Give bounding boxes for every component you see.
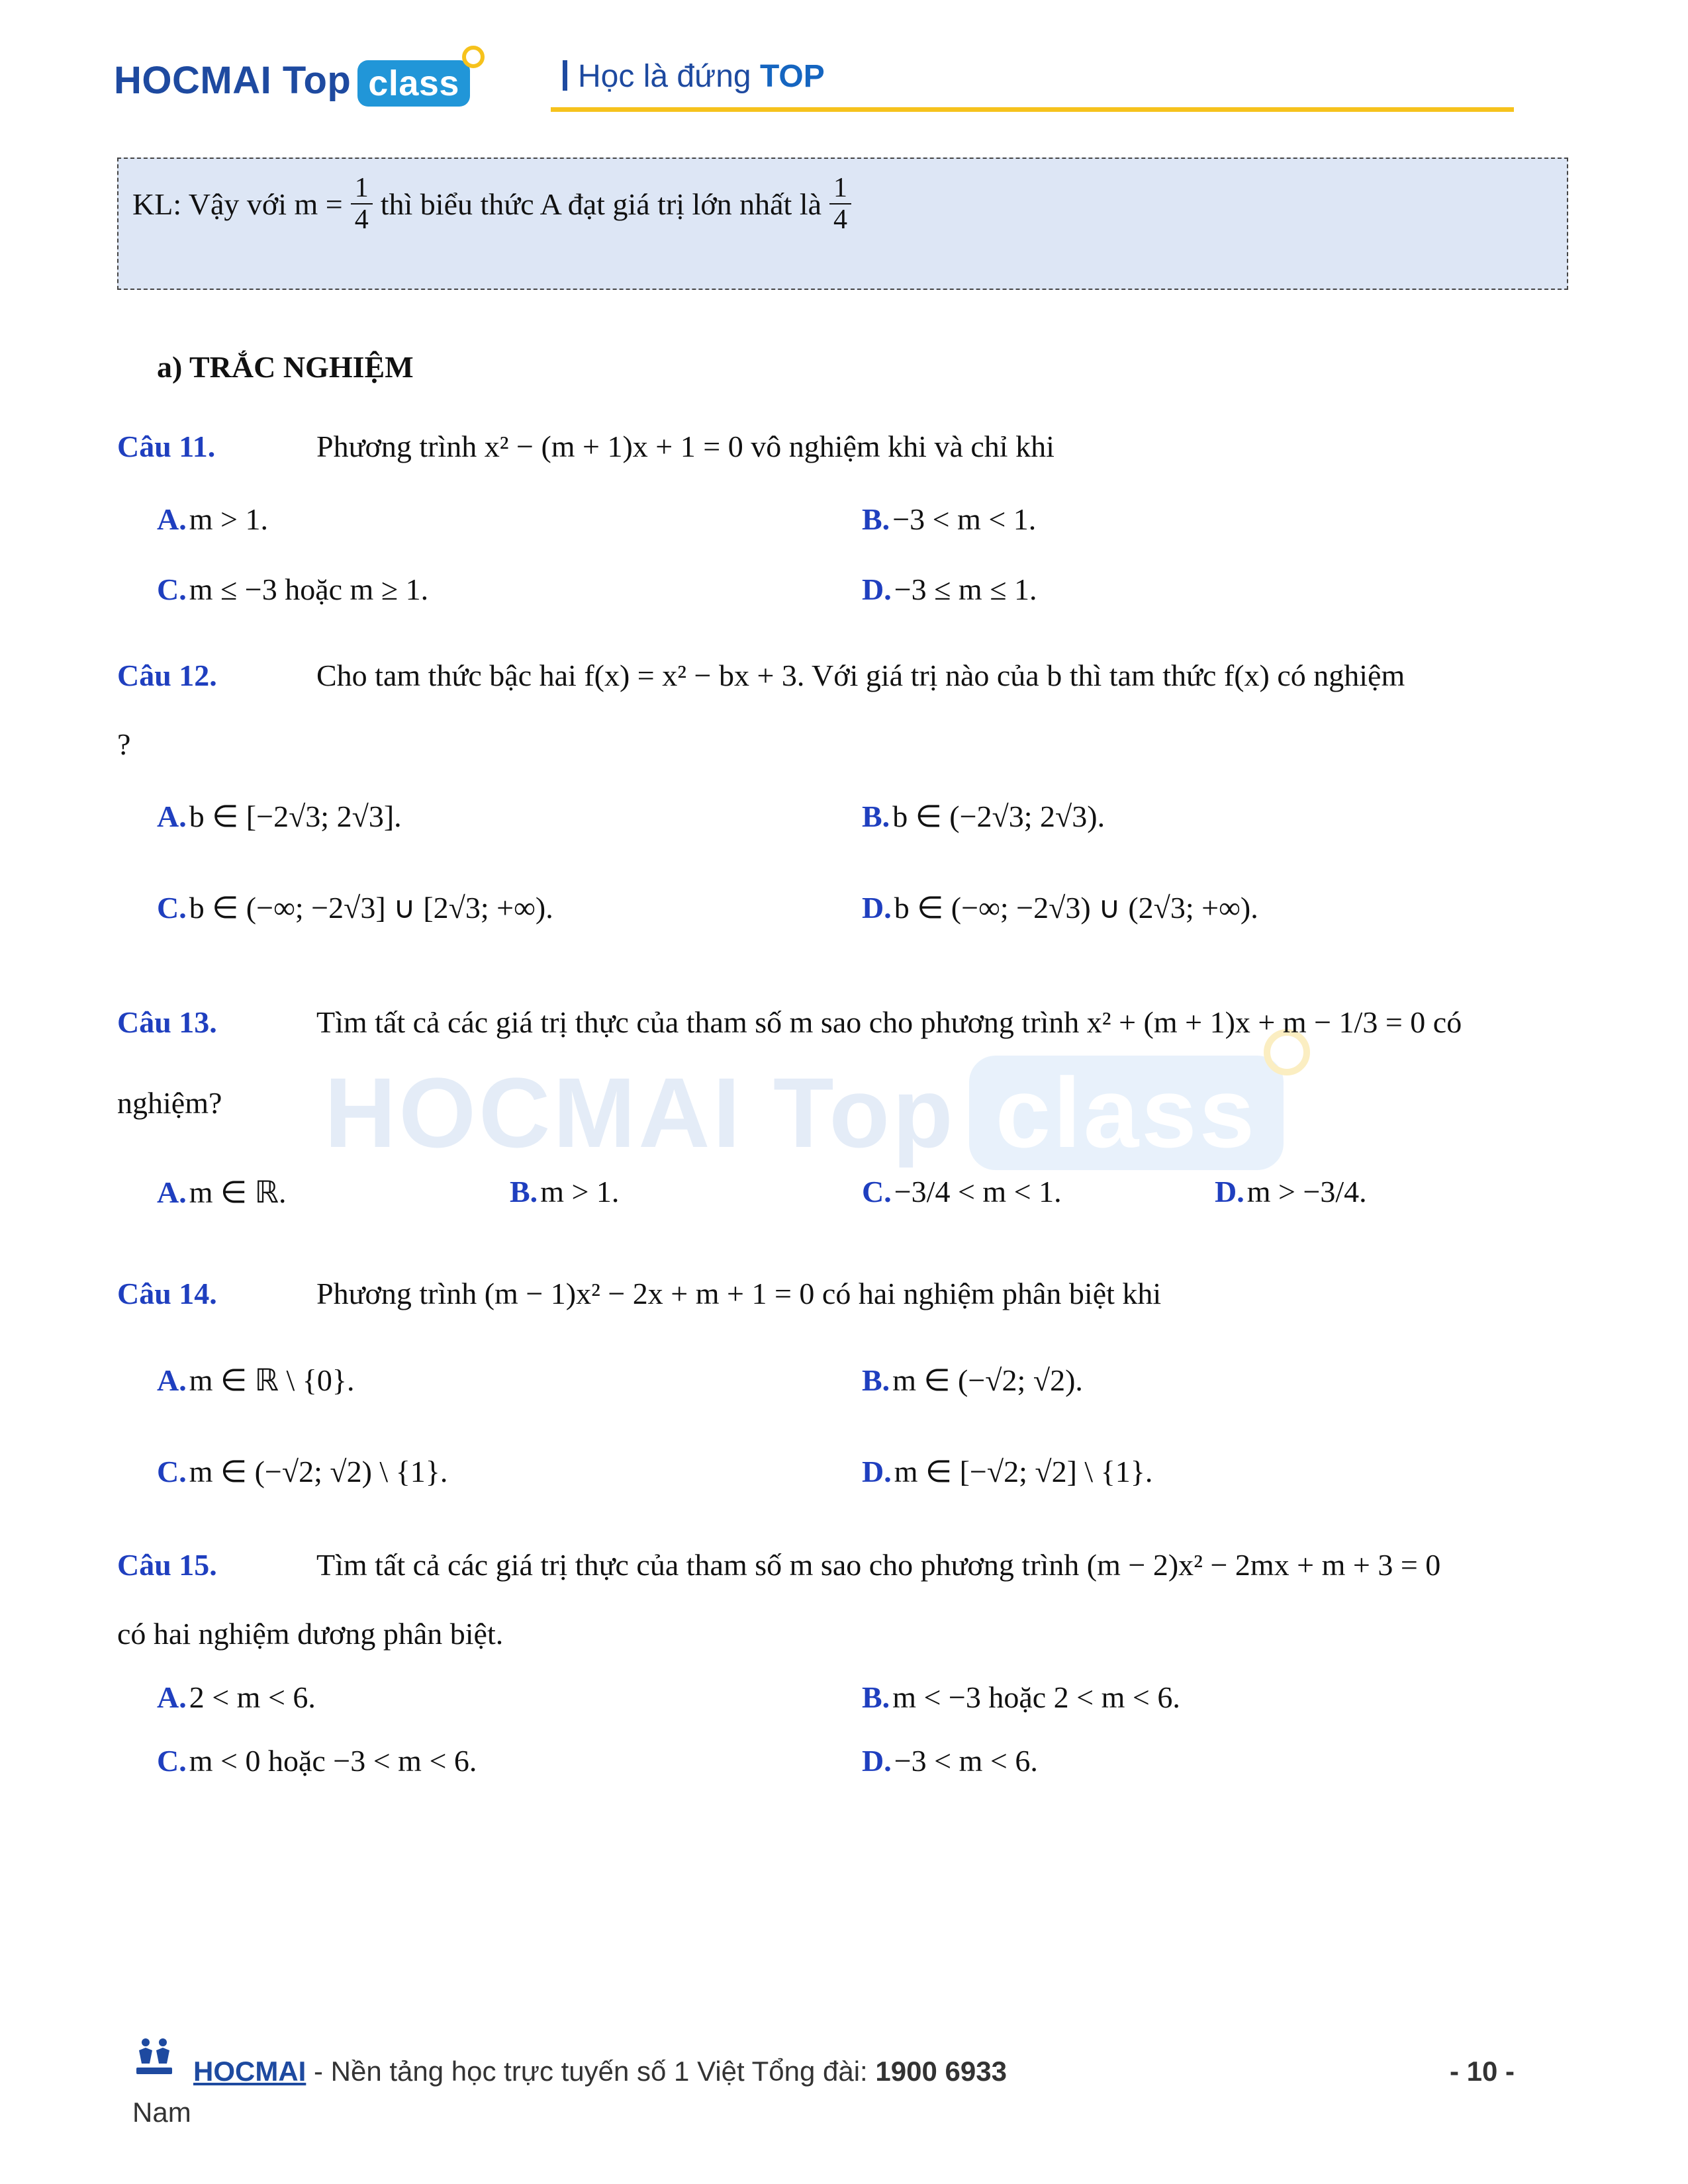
option-d[interactable]: [862, 1453, 1152, 1489]
question-label: Câu 14.: [117, 1277, 217, 1310]
option-c[interactable]: [157, 1743, 477, 1778]
question-text-continued: có hai nghiệm dương phân biệt.: [117, 1617, 504, 1651]
option-label: C.: [157, 1455, 187, 1488]
option-text: m > 1.: [540, 1175, 620, 1208]
logo-main-text: HOCMAI Top: [114, 59, 352, 102]
option-b[interactable]: [862, 798, 1105, 834]
logo-class-badge: [357, 60, 470, 107]
watermark-class-text: class: [995, 1057, 1258, 1168]
option-text: m ∈ (−√2; √2).: [892, 1363, 1083, 1397]
question-text: Phương trình (m − 1)x² − 2x + m + 1 = 0 có hai nghiệm phân biệt khi: [316, 1277, 1162, 1310]
option-d[interactable]: [1215, 1174, 1367, 1209]
option-label: D.: [862, 1455, 892, 1488]
header-rule: [551, 107, 1514, 112]
option-text: b ∈ [−2√3; 2√3].: [189, 799, 402, 833]
option-label: C.: [157, 891, 187, 925]
watermark: [324, 1056, 1284, 1170]
conclusion-middle: thì biểu thức A đạt giá trị lớn nhất là: [380, 187, 822, 221]
question-text-continued: ?: [117, 727, 131, 761]
conclusion-text: [132, 164, 859, 244]
logo: [114, 58, 470, 107]
watermark-class-badge: [969, 1056, 1284, 1170]
option-text: m ∈ ℝ.: [189, 1175, 287, 1209]
option-label: B.: [862, 502, 890, 536]
option-text: m > 1.: [189, 502, 268, 536]
question-label: Câu 12.: [117, 659, 217, 692]
option-c[interactable]: [157, 1453, 447, 1489]
option-c[interactable]: [157, 889, 553, 925]
tagline-bold: TOP: [759, 59, 825, 94]
question-label: Câu 11.: [117, 430, 216, 463]
option-label: C.: [157, 1744, 187, 1778]
option-d[interactable]: [862, 572, 1037, 607]
question-text: Tìm tất cả các giá trị thực của tham số m sao cho phương trình (m − 2)x² − 2mx + m + 3 = 0: [316, 1548, 1441, 1582]
option-text: m < −3 hoặc 2 < m < 6.: [892, 1680, 1180, 1714]
fraction-numerator: 1: [829, 173, 851, 205]
option-b[interactable]: [510, 1174, 619, 1209]
option-label: D.: [862, 891, 892, 925]
option-a[interactable]: [157, 798, 402, 834]
option-text: b ∈ (−2√3; 2√3).: [892, 799, 1105, 833]
conclusion-prefix: KL: Vậy với m =: [132, 187, 343, 221]
tagline: [563, 58, 825, 95]
option-b[interactable]: [862, 1680, 1180, 1715]
option-label: D.: [862, 572, 892, 606]
option-text: m < 0 hoặc −3 < m < 6.: [189, 1744, 477, 1778]
option-c[interactable]: [862, 1174, 1062, 1209]
sun-icon: [462, 46, 485, 68]
option-a[interactable]: [157, 1680, 316, 1715]
option-text: m ∈ [−√2; √2] \ {1}.: [894, 1455, 1153, 1488]
option-c[interactable]: [157, 572, 428, 607]
tagline-divider: [563, 60, 567, 91]
option-label: A.: [157, 1363, 187, 1397]
option-b[interactable]: [862, 502, 1036, 537]
option-label: A.: [157, 1680, 187, 1714]
option-text: −3 < m < 1.: [892, 502, 1037, 536]
option-text: −3 < m < 6.: [894, 1744, 1038, 1778]
option-text: m ∈ ℝ \ {0}.: [189, 1363, 355, 1397]
question-text: Tìm tất cả các giá trị thực của tham số m sao cho phương trình x² + (m + 1)x + m − 1/3 = 0 có: [316, 1005, 1462, 1039]
question-label: Câu 15.: [117, 1548, 217, 1582]
option-label: D.: [1215, 1175, 1244, 1208]
option-label: B.: [510, 1175, 538, 1208]
fraction: [829, 173, 851, 235]
option-a[interactable]: [157, 502, 268, 537]
question-text: Cho tam thức bậc hai f(x) = x² − bx + 3. Với giá trị nào của b thì tam thức f(x) có nghiệm: [316, 659, 1405, 692]
fraction-denominator: 4: [833, 205, 848, 235]
option-label: B.: [862, 1680, 890, 1714]
option-text: m ≤ −3 hoặc m ≥ 1.: [189, 572, 429, 606]
footer-description: - Nền tảng học trực tuyến số 1 Việt Tổng đài:: [306, 2056, 876, 2087]
footer-continuation: Nam: [132, 2097, 191, 2128]
option-text: b ∈ (−∞; −2√3) ∪ (2√3; +∞).: [894, 891, 1258, 925]
option-text: −3/4 < m < 1.: [894, 1175, 1062, 1208]
option-text: b ∈ (−∞; −2√3] ∪ [2√3; +∞).: [189, 891, 553, 925]
watermark-main: HOCMAI Top: [324, 1057, 956, 1168]
fraction: [351, 173, 373, 235]
question-text: Phương trình x² − (m + 1)x + 1 = 0 vô nghiệm khi và chỉ khi: [316, 430, 1055, 463]
option-d[interactable]: [862, 1743, 1038, 1778]
option-text: m ∈ (−√2; √2) \ {1}.: [189, 1455, 448, 1488]
option-d[interactable]: [862, 889, 1258, 925]
footer-text: [193, 2056, 1007, 2087]
option-a[interactable]: [157, 1362, 354, 1398]
page-number: - 10 -: [1450, 2056, 1515, 2087]
question-text-continued: nghiệm?: [117, 1086, 222, 1120]
logo-class-text: class: [368, 63, 459, 103]
footer-brand-link[interactable]: HOCMAI: [193, 2056, 306, 2087]
option-a[interactable]: [157, 1174, 287, 1210]
option-b[interactable]: [862, 1362, 1083, 1398]
fraction-numerator: 1: [351, 173, 373, 205]
option-label: B.: [862, 1363, 890, 1397]
hocmai-logo-icon: [135, 2037, 173, 2078]
option-label: B.: [862, 799, 890, 833]
option-label: D.: [862, 1744, 892, 1778]
tagline-text: Học là đứng: [578, 59, 760, 94]
option-label: A.: [157, 1175, 187, 1209]
question-label: Câu 13.: [117, 1005, 217, 1039]
option-text: m > −3/4.: [1246, 1175, 1367, 1208]
option-text: 2 < m < 6.: [189, 1680, 316, 1714]
option-text: −3 ≤ m ≤ 1.: [894, 572, 1037, 606]
option-label: A.: [157, 799, 187, 833]
option-label: C.: [157, 572, 187, 606]
option-label: C.: [862, 1175, 892, 1208]
fraction-denominator: 4: [354, 205, 369, 235]
option-label: A.: [157, 502, 187, 536]
footer-phone: 1900 6933: [875, 2056, 1007, 2087]
section-title: a) TRẮC NGHIỆM: [157, 350, 414, 384]
